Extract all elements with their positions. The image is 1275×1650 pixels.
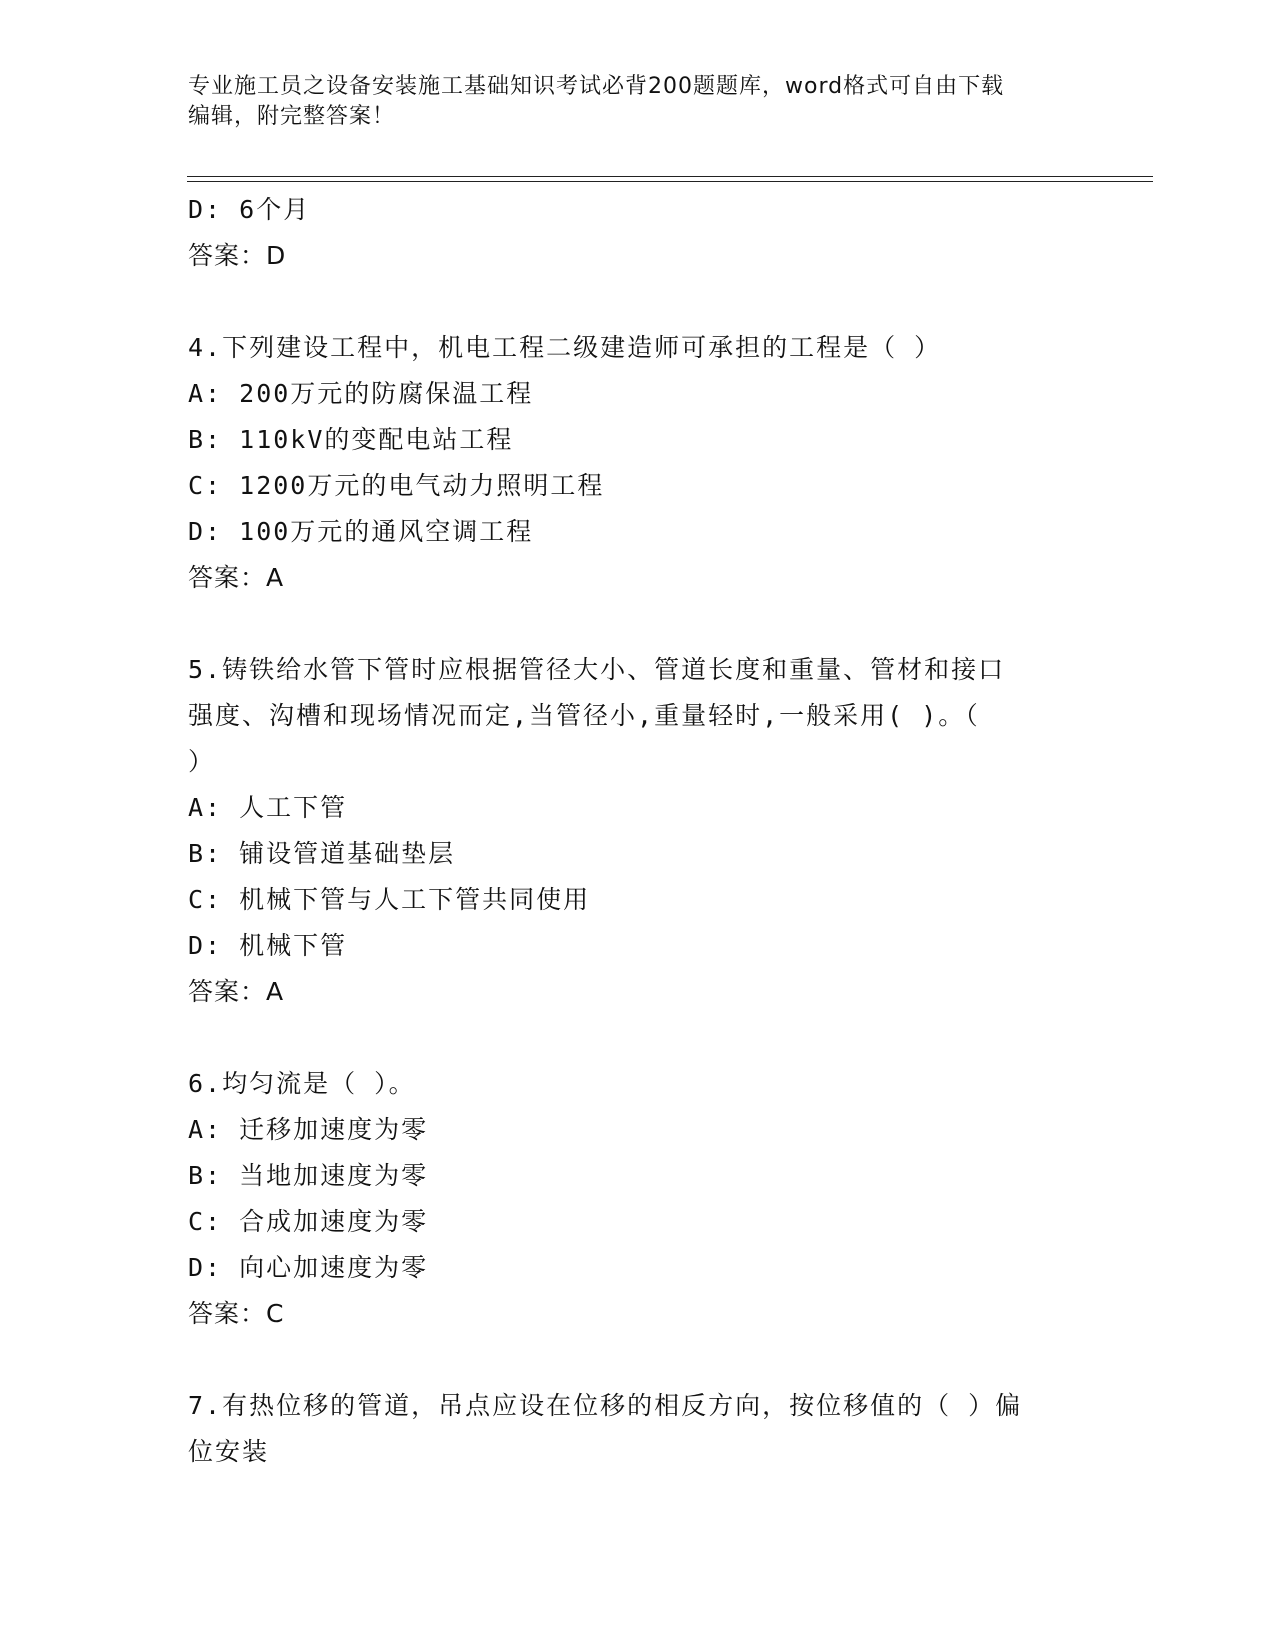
question-4-option-d: D: 100万元的通风空调工程 [188,517,534,546]
question-7-stem-line-2: 位安装 [188,1437,270,1466]
question-5-answer: 答案：A [188,977,285,1006]
spacer [188,1015,1088,1061]
question-5-stem-line-3: ） [188,747,216,776]
question-5-option-b: B: 铺设管道基础垫层 [188,839,456,868]
spacer [188,1337,1088,1383]
question-list [188,187,1088,1475]
question-5-option-c: C: 机械下管与人工下管共同使用 [188,885,591,914]
header-divider-top [187,176,1153,177]
question-6-option-a: A: 迁移加速度为零 [188,1115,429,1144]
question-6-stem: 6.均匀流是（ ）。 [188,1069,416,1098]
question-4-stem: 4.下列建设工程中，机电工程二级建造师可承担的工程是（ ） [188,333,942,362]
spacer [188,279,1088,325]
option-d: D: 6个月 [188,195,311,224]
question-6-option-c: C: 合成加速度为零 [188,1207,429,1236]
question-4-option-b: B: 110kV的变配电站工程 [188,425,514,454]
document-header [188,72,1088,132]
question-7-stem-line-1: 7.有热位移的管道，吊点应设在位移的相反方向，按位移值的（ ）偏 [188,1391,1023,1420]
spacer [188,601,1088,647]
question-5-option-a: A: 人工下管 [188,793,348,822]
header-line-1: 专业施工员之设备安装施工基础知识考试必背200题题库，word格式可自由下载 [188,74,1005,99]
question-6-option-d: D: 向心加速度为零 [188,1253,429,1282]
question-4-answer: 答案：A [188,563,285,592]
answer: 答案：D [188,241,287,270]
header-line-2: 编辑，附完整答案！ [188,104,396,129]
question-6-answer: 答案：C [188,1299,285,1328]
header-divider-bottom [187,181,1153,182]
question-5-stem-line-2: 强度、沟槽和现场情况而定,当管径小,重量轻时,一般采用( )。（ [188,701,980,730]
question-4-option-a: A: 200万元的防腐保温工程 [188,379,534,408]
question-4-option-c: C: 1200万元的电气动力照明工程 [188,471,605,500]
question-6-option-b: B: 当地加速度为零 [188,1161,429,1190]
question-5-stem-line-1: 5.铸铁给水管下管时应根据管径大小、管道长度和重量、管材和接口 [188,655,1006,684]
question-5-option-d: D: 机械下管 [188,931,348,960]
